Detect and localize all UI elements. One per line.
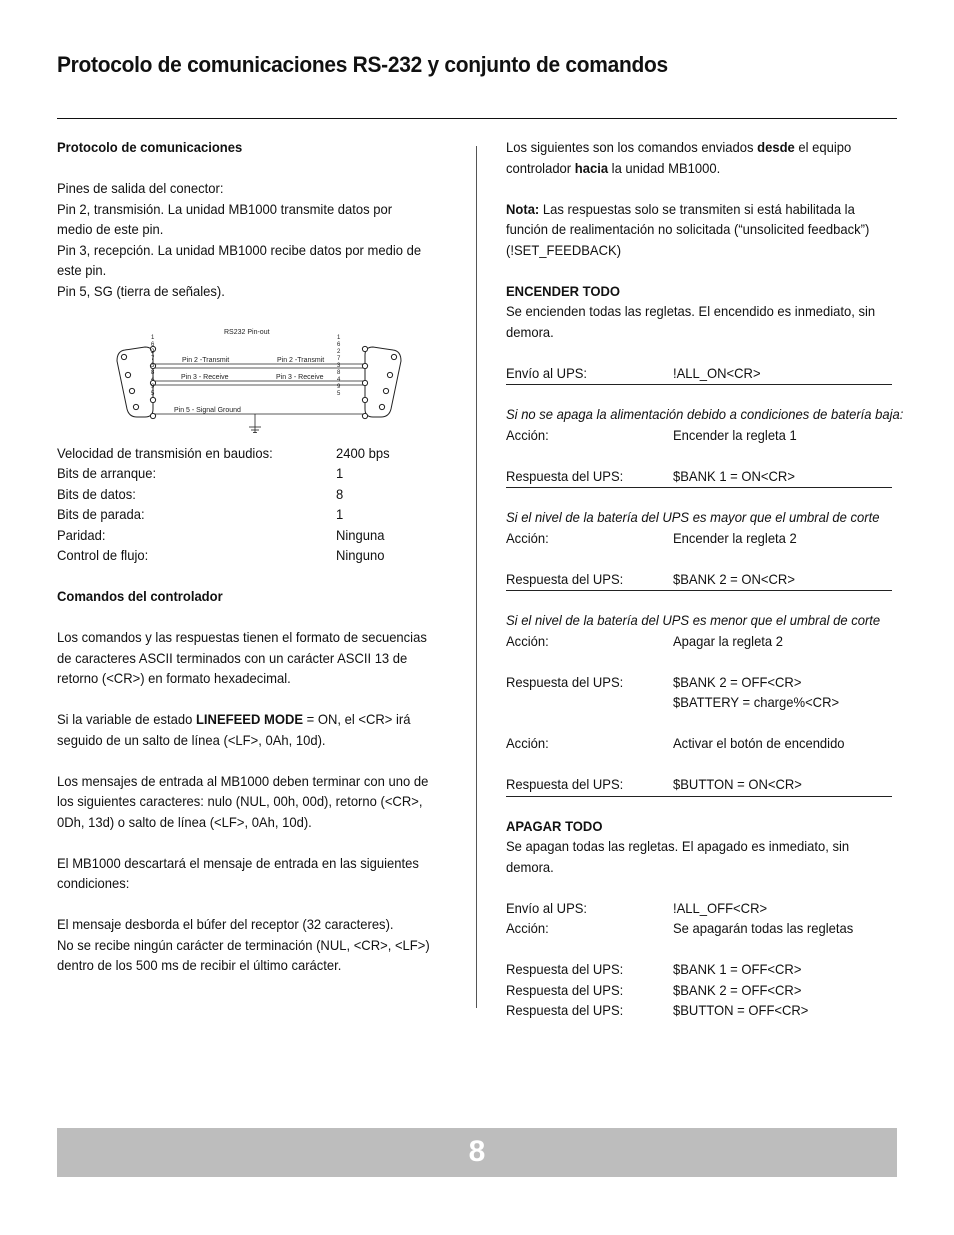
pin5-line: Pin 5, SG (tierra de señales). xyxy=(57,282,225,299)
left-column xyxy=(57,137,457,976)
heading-apagar-todo: APAGAR TODO xyxy=(506,817,603,834)
encender-desc-line2: demora. xyxy=(506,323,554,340)
title-rule xyxy=(57,118,897,119)
separator xyxy=(506,487,892,488)
rs232-pinout-diagram xyxy=(57,305,457,433)
p3-line2: los siguientes caracteres: nulo (NUL, 00h, 00d), retorno (<CR>, xyxy=(57,793,423,809)
left-pin-number: 9 xyxy=(151,384,155,390)
page-number: 8 xyxy=(468,1135,486,1168)
label-ground: Pin 5 - Signal Ground xyxy=(174,407,241,414)
label-rx-right: Pin 3 - Receive xyxy=(276,374,324,381)
right-pin-number: 5 xyxy=(337,391,341,397)
pin3-line2: este pin. xyxy=(57,262,107,278)
setting-value: Ninguno xyxy=(336,547,385,563)
c1-response-row: Respuesta del UPS: $BANK 1 = ON<CR> xyxy=(506,467,795,484)
p2-line1: Si la variable de estado LINEFEED MODE = ON, el <CR> irá xyxy=(57,711,411,727)
apagar-send-row: Envío al UPS: !ALL_OFF<CR> xyxy=(506,899,768,916)
right-pin-number: 6 xyxy=(337,342,341,348)
p3-line3: 0Dh, 13d) o salto de línea (<LF>, 0Ah, 10d). xyxy=(57,813,312,830)
right-pin-number: 4 xyxy=(337,377,341,383)
c3-action2-row: Acción: Activar el botón de encendido xyxy=(506,735,845,751)
apagar-response-row-3: Respuesta del UPS: $BUTTON = OFF<CR> xyxy=(506,1002,809,1018)
setting-value: Ninguna xyxy=(336,526,385,543)
separator xyxy=(506,384,892,385)
setting-value: 1 xyxy=(336,465,344,481)
setting-label: Velocidad de transmisión en baudios: xyxy=(57,444,273,461)
condition-3: Si el nivel de la batería del UPS es menor que el umbral de corte xyxy=(506,612,881,628)
left-pin-number: 4 xyxy=(151,377,155,383)
setting-label: Control de flujo: xyxy=(57,547,149,563)
p1-line3: retorno (<CR>) en formato hexadecimal. xyxy=(57,670,291,686)
setting-row xyxy=(57,545,457,566)
setting-row xyxy=(57,463,457,484)
encender-send-row: Envío al UPS: !ALL_ON<CR> xyxy=(506,364,761,381)
c3-response-row2: $BATTERY = charge%<CR> xyxy=(673,694,840,710)
setting-value: 8 xyxy=(336,485,344,502)
heading-encender-todo: ENCENDER TODO xyxy=(506,282,621,299)
c2-response-row: Respuesta del UPS: $BANK 2 = ON<CR> xyxy=(506,570,795,587)
left-pin-number: 8 xyxy=(151,370,155,376)
left-pin-number: 2 xyxy=(151,349,155,355)
p1-line1: Los comandos y las respuestas tienen el formato de secuencias xyxy=(57,629,427,645)
apagar-action-row: Acción: Se apagarán todas las regletas xyxy=(506,920,854,936)
serial-settings-list xyxy=(57,443,457,566)
right-pin-number: 2 xyxy=(337,349,341,355)
condition-2: Si el nivel de la batería del UPS es mayor que el umbral de corte xyxy=(506,509,880,525)
setting-row xyxy=(57,484,457,505)
p5-line1: El mensaje desborda el búfer del receptor (32 caracteres). xyxy=(57,916,394,932)
left-pin-number: 6 xyxy=(151,342,155,348)
right-column xyxy=(506,137,904,1021)
apagar-response-row-2: Respuesta del UPS: $BANK 2 = OFF<CR> xyxy=(506,981,802,998)
note-line3: (!SET_FEEDBACK) xyxy=(506,241,622,258)
p5-line3: dentro de los 500 ms de recibir el último carácter. xyxy=(57,957,342,973)
c2-action-row: Acción: Encender la regleta 2 xyxy=(506,529,797,546)
setting-label: Paridad: xyxy=(57,526,106,543)
apagar-desc-line2: demora. xyxy=(506,858,554,875)
p2-line2: seguido de un salto de línea (<LF>, 0Ah, 10d). xyxy=(57,731,326,748)
label-tx-left: Pin 2 -Transmit xyxy=(182,357,230,364)
apagar-response-row-1: Respuesta del UPS: $BANK 1 = OFF<CR> xyxy=(506,961,802,977)
encender-desc-line1: Se encienden todas las regletas. El encendido es inmediato, sin xyxy=(506,303,876,319)
c3-response-row: Respuesta del UPS: $BANK 2 = OFF<CR> xyxy=(506,673,802,690)
p4-line2: condiciones: xyxy=(57,875,130,891)
p1-line2: de caracteres ASCII terminados con un carácter ASCII 13 de xyxy=(57,649,408,666)
intro-line2: controlador hacia la unidad MB1000. xyxy=(506,159,721,176)
p5-line2: No se recibe ningún carácter de terminación (NUL, <CR>, <LF>) xyxy=(57,936,430,953)
note-line2: función de realimentación no solicitada (“unsolicited feedback”) xyxy=(506,221,870,237)
c3-action-row: Acción: Apagar la regleta 2 xyxy=(506,632,784,649)
separator xyxy=(506,796,892,797)
diagram-title: RS232 Pin-out xyxy=(224,329,270,336)
pin3-line1: Pin 3, recepción. La unidad MB1000 recibe datos por medio de xyxy=(57,241,422,258)
separator xyxy=(506,590,892,591)
page-title: Protocolo de comunicaciones RS-232 y conjunto de comandos xyxy=(57,52,668,77)
right-pin-number: 9 xyxy=(337,384,341,390)
right-pin-number: 1 xyxy=(337,335,341,341)
right-pin-number: 7 xyxy=(337,356,341,362)
column-divider xyxy=(476,146,477,1008)
p3-line1: Los mensajes de entrada al MB1000 deben terminar con uno de xyxy=(57,772,429,789)
section-heading-protocol: Protocolo de comunicaciones xyxy=(57,139,243,155)
pin2-line1: Pin 2, transmisión. La unidad MB1000 transmite datos por xyxy=(57,200,393,217)
left-pin-number: 3 xyxy=(151,363,155,369)
setting-value: 1 xyxy=(336,506,344,522)
footer-bar xyxy=(57,1128,897,1177)
apagar-desc-line1: Se apagan todas las regletas. El apagado es inmediato, sin xyxy=(506,838,850,854)
note-line1: Nota: Las respuestas solo se transmiten si está habilitada la xyxy=(506,200,855,217)
left-pin-number: 5 xyxy=(151,391,155,397)
section-heading-controller-commands: Comandos del controlador xyxy=(57,588,223,604)
pin2-line2: medio de este pin. xyxy=(57,221,164,237)
p4-line1: El MB1000 descartará el mensaje de entrada en las siguientes xyxy=(57,854,419,871)
setting-label: Bits de parada: xyxy=(57,506,145,522)
setting-label: Bits de arranque: xyxy=(57,465,157,481)
setting-row xyxy=(57,443,457,464)
c3-response2-row: Respuesta del UPS: $BUTTON = ON<CR> xyxy=(506,776,802,792)
intro-line1: Los siguientes son los comandos enviados desde el equipo xyxy=(506,139,852,155)
left-pin-number: 1 xyxy=(151,335,155,341)
label-rx-left: Pin 3 - Receive xyxy=(181,374,229,381)
c1-action-row: Acción: Encender la regleta 1 xyxy=(506,426,797,443)
setting-row xyxy=(57,525,457,546)
setting-label: Bits de datos: xyxy=(57,485,136,502)
right-pin-number: 3 xyxy=(337,363,341,369)
pins-intro: Pines de salida del conector: xyxy=(57,180,224,196)
setting-value: 2400 bps xyxy=(336,444,390,461)
label-tx-right: Pin 2 -Transmit xyxy=(277,357,325,364)
condition-1: Si no se apaga la alimentación debido a condiciones de batería baja: xyxy=(506,406,904,422)
right-pin-number: 8 xyxy=(337,370,341,376)
setting-row xyxy=(57,504,457,525)
left-pin-number: 7 xyxy=(151,356,155,362)
